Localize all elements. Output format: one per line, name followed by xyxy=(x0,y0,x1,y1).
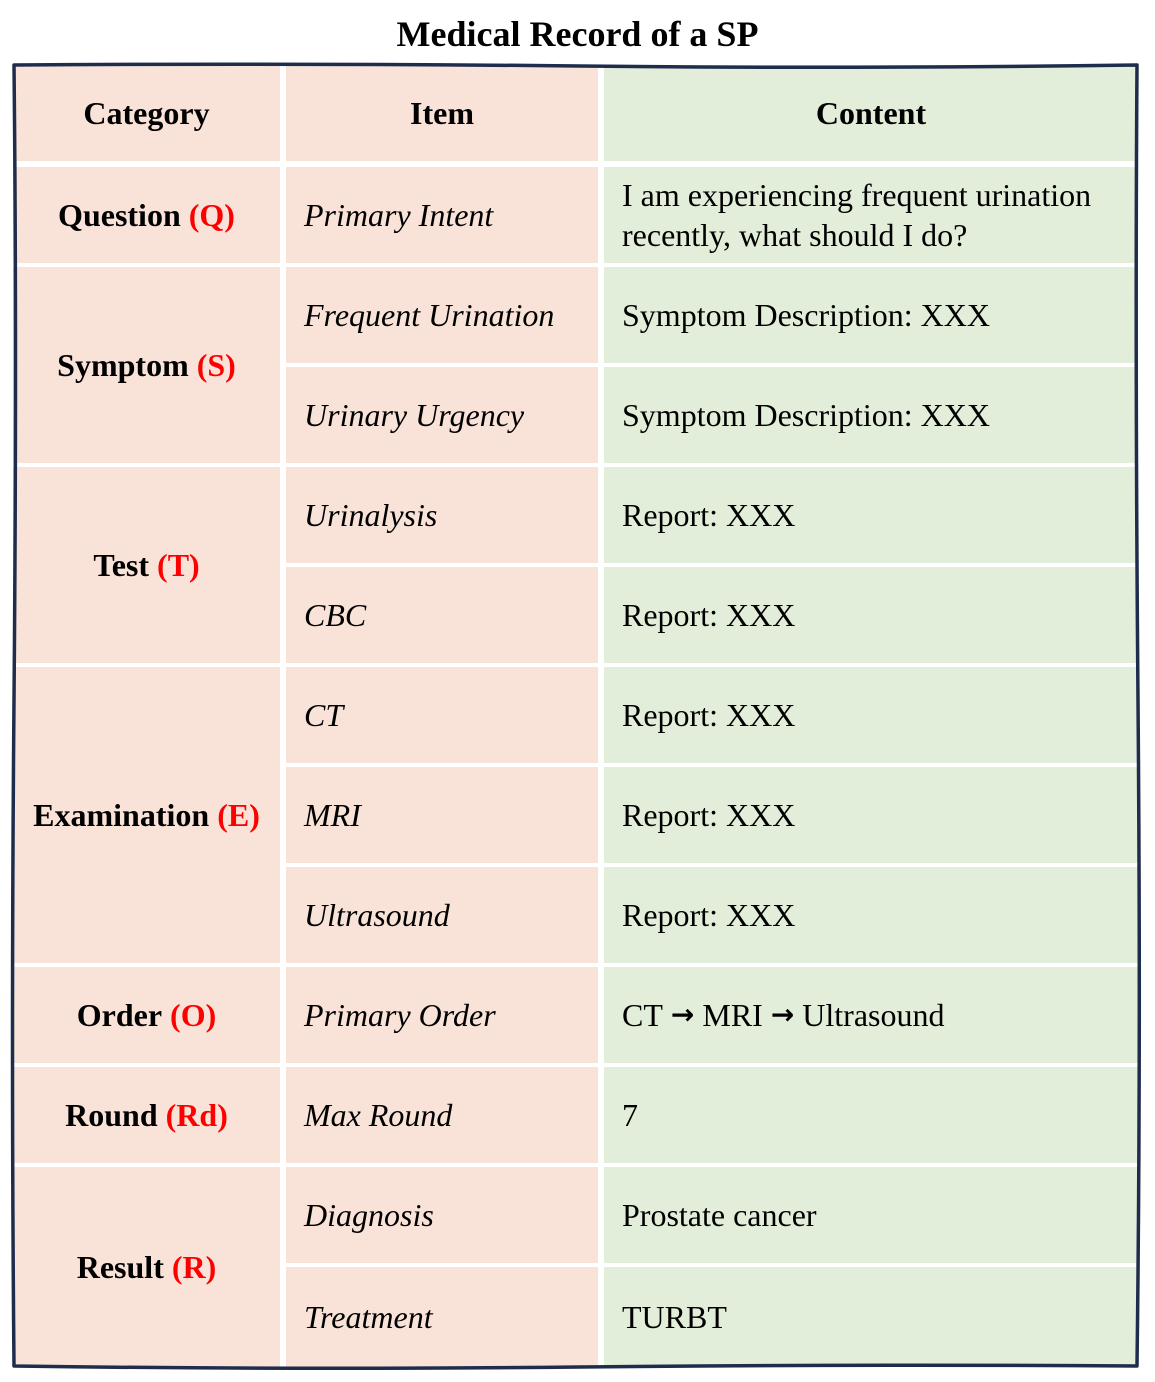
page-title: Medical Record of a SP xyxy=(396,14,759,54)
item-label: Urinary Urgency xyxy=(304,397,525,433)
category-examination-abbr: (E) xyxy=(217,797,260,833)
header-item xyxy=(286,65,598,161)
content-cell xyxy=(604,1067,1138,1163)
category-test-label: Test xyxy=(93,547,150,583)
item-cell xyxy=(286,467,598,563)
category-question-abbr: (Q) xyxy=(188,197,235,233)
content-cell xyxy=(604,367,1138,463)
content-text: Report: XXX xyxy=(622,797,796,833)
category-result-abbr: (R) xyxy=(171,1249,217,1285)
order-step: CT xyxy=(622,997,663,1033)
category-result-label: Result xyxy=(76,1249,164,1285)
content-text: Report: XXX xyxy=(622,597,796,633)
item-label: Treatment xyxy=(304,1299,433,1335)
content-cell xyxy=(604,467,1138,563)
content-text: I am experiencing frequent urination recently, what should I do? xyxy=(622,177,1092,253)
item-label: Ultrasound xyxy=(304,897,450,933)
category-symptom-abbr: (S) xyxy=(196,347,236,383)
item-label: Urinalysis xyxy=(304,497,438,533)
content-cell xyxy=(604,1167,1138,1263)
category-round xyxy=(13,1067,280,1163)
item-cell xyxy=(286,1167,598,1263)
content-text: Report: XXX xyxy=(622,697,796,733)
content-text: 7 xyxy=(622,1097,638,1133)
item-cell xyxy=(286,367,598,463)
category-round-label: Round xyxy=(65,1097,158,1133)
arrow-right-icon: → xyxy=(770,998,795,1031)
item-cell xyxy=(286,567,598,663)
item-label: CT xyxy=(304,697,344,733)
item-label: Frequent Urination xyxy=(304,297,555,333)
item-cell xyxy=(286,1267,598,1367)
content-text: TURBT xyxy=(622,1299,727,1335)
content-cell xyxy=(604,867,1138,963)
arrow-right-icon: → xyxy=(670,998,695,1031)
category-examination xyxy=(13,667,280,963)
content-text: Prostate cancer xyxy=(622,1197,817,1233)
order-step: Ultrasound xyxy=(802,997,945,1033)
item-cell xyxy=(286,767,598,863)
header-item-label: Item xyxy=(410,95,474,131)
item-label: CBC xyxy=(304,597,367,633)
category-order-label: Order xyxy=(76,997,163,1033)
content-text: Report: XXX xyxy=(622,497,796,533)
item-cell xyxy=(286,1067,598,1163)
item-cell xyxy=(286,967,598,1063)
header-category-label: Category xyxy=(83,95,210,131)
category-test xyxy=(13,467,280,663)
item-label: Primary Intent xyxy=(304,197,494,233)
content-cell xyxy=(604,567,1138,663)
category-symptom xyxy=(13,267,280,463)
content-cell xyxy=(604,267,1138,363)
content-text: Report: XXX xyxy=(622,897,796,933)
content-text: Symptom Description: XXX xyxy=(622,297,990,333)
order-sequence xyxy=(604,967,1138,1063)
category-test-abbr: (T) xyxy=(157,547,200,583)
medical-record-table xyxy=(13,65,1138,1367)
category-question xyxy=(13,167,280,263)
header-content-label: Content xyxy=(815,95,927,131)
item-cell xyxy=(286,267,598,363)
category-order xyxy=(13,967,280,1063)
content-cell xyxy=(604,167,1138,263)
content-text: Symptom Description: XXX xyxy=(622,397,990,433)
category-symptom-label: Symptom xyxy=(57,347,189,383)
item-label: Primary Order xyxy=(304,997,496,1033)
item-cell xyxy=(286,867,598,963)
header-category xyxy=(13,65,280,161)
category-result xyxy=(13,1167,280,1367)
content-cell xyxy=(604,767,1138,863)
category-order-abbr: (O) xyxy=(170,997,217,1033)
item-cell xyxy=(286,167,598,263)
category-examination-label: Examination xyxy=(33,797,210,833)
category-question-label: Question xyxy=(58,197,181,233)
item-label: Max Round xyxy=(304,1097,453,1133)
header-content xyxy=(604,65,1138,161)
item-label: MRI xyxy=(304,797,361,833)
content-cell xyxy=(604,1267,1138,1367)
content-cell xyxy=(604,667,1138,763)
item-label: Diagnosis xyxy=(304,1197,434,1233)
order-step: MRI xyxy=(702,997,763,1033)
item-cell xyxy=(286,667,598,763)
category-round-abbr: (Rd) xyxy=(165,1097,228,1133)
